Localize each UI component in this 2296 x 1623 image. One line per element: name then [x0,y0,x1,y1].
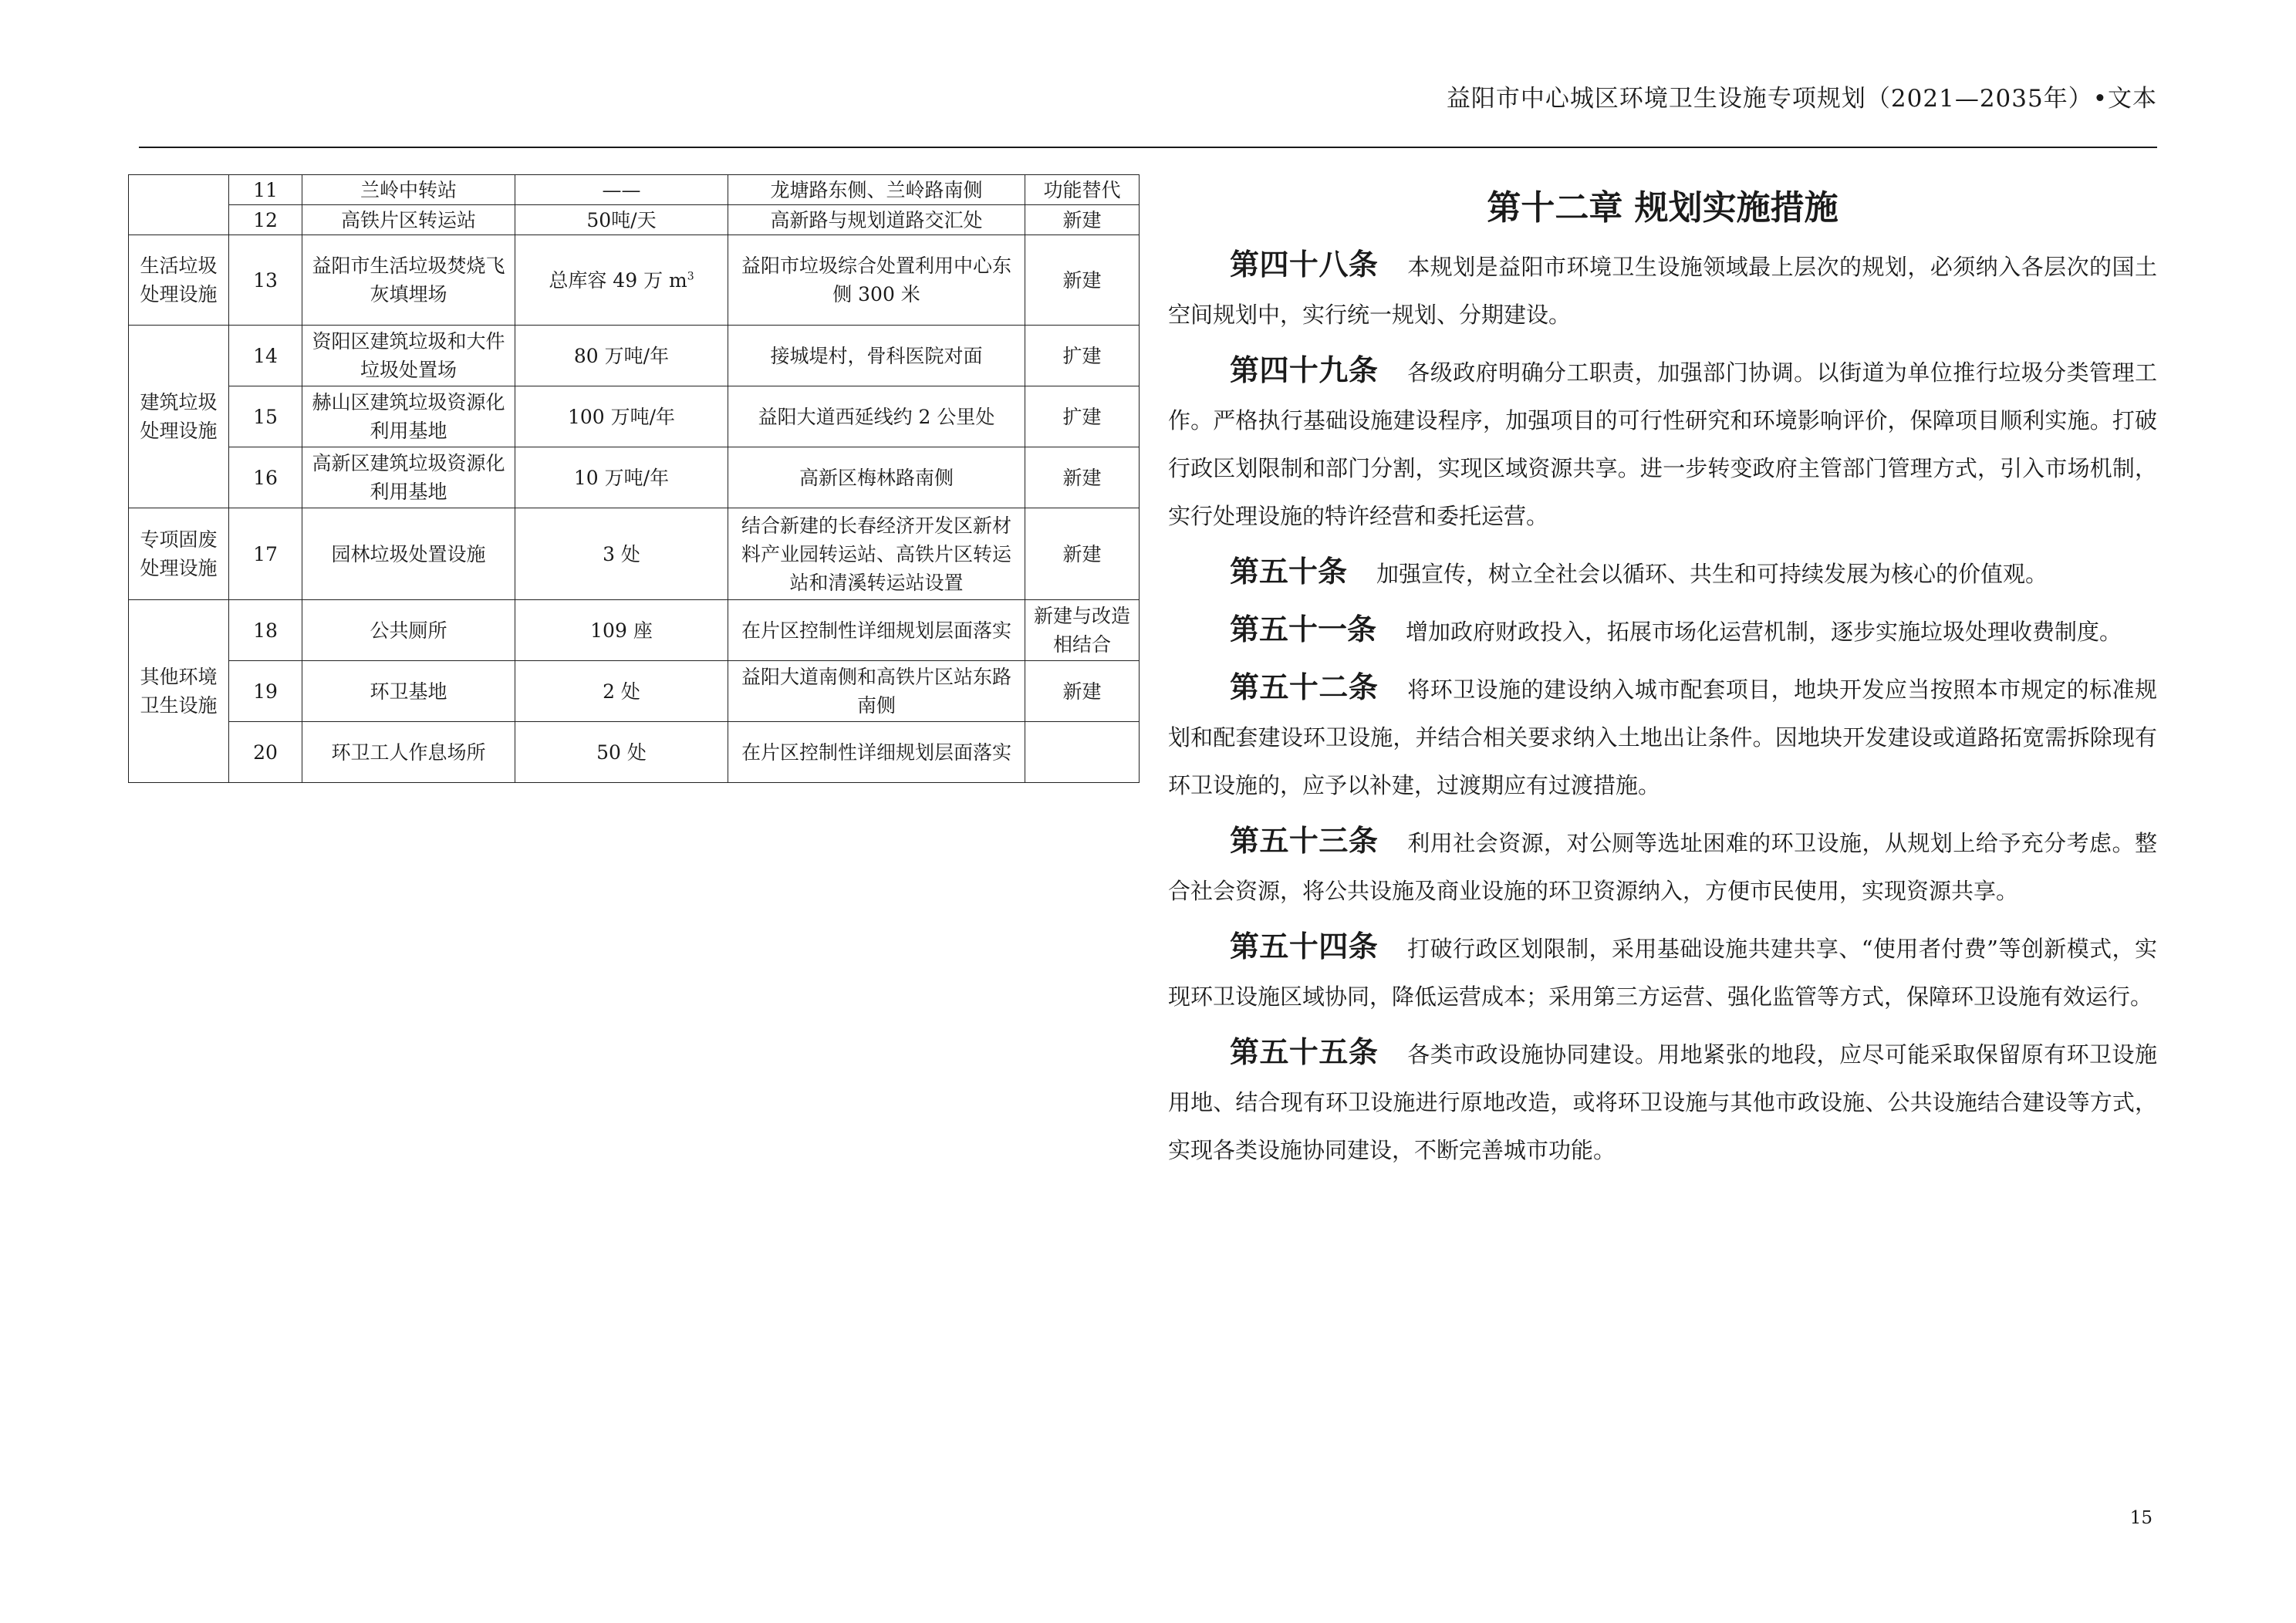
article [1168,817,2157,915]
scale-cell: —— [515,175,728,205]
scale-cell: 3 处 [515,508,728,600]
nature-cell: 新建与改造相结合 [1025,600,1140,661]
table-row [129,205,1140,235]
no-cell: 11 [229,175,302,205]
name-cell: 环卫工人作息场所 [302,722,515,783]
table-row [129,235,1140,326]
name-cell: 赫山区建筑垃圾资源化利用基地 [302,386,515,447]
nature-cell: 新建 [1025,235,1140,326]
scale-cell: 80 万吨/年 [515,326,728,386]
table-row [129,508,1140,600]
category-cell: 其他环境卫生设施 [129,600,229,783]
chapter-title: 第十二章 规划实施措施 [1487,188,1838,228]
table-row [129,600,1140,661]
nature-cell: 新建 [1025,447,1140,508]
article-text: 增加政府财政投入，拓展市场化运营机制，逐步实施垃圾处理收费制度。 [1406,619,2122,645]
scale-cell: 109 座 [515,600,728,661]
name-cell: 高铁片区转运站 [302,205,515,235]
no-cell: 13 [229,235,302,326]
no-cell: 19 [229,661,302,722]
article [1168,346,2157,540]
article-label: 第四十九条 [1230,353,1379,387]
no-cell: 17 [229,508,302,600]
location-cell: 龙塘路东侧、兰岭路南侧 [728,175,1025,205]
page-number: 15 [2129,1508,2152,1528]
name-cell: 资阳区建筑垃圾和大件垃圾处置场 [302,326,515,386]
nature-cell [1025,722,1140,783]
no-cell: 15 [229,386,302,447]
table-row [129,386,1140,447]
facilities-table [128,174,1140,783]
article-text: 各类市政设施协同建设。用地紧张的地段，应尽可能采取保留原有环卫设施用地、结合现有环卫设施进行原地改造，或将环卫设施与其他市政设施、公共设施结合建设等方式，实现各类设施协同建设，不断完善城市功能。 [1168,1041,2157,1163]
no-cell: 18 [229,600,302,661]
no-cell: 16 [229,447,302,508]
article [1168,1028,2157,1174]
document-header-title: 益阳市中心城区环境卫生设施专项规划（2021—2035年）•文本 [1446,85,2157,113]
name-cell: 环卫基地 [302,661,515,722]
location-cell: 高新路与规划道路交汇处 [728,205,1025,235]
article-text: 将环卫设施的建设纳入城市配套项目，地块开发应当按照本市规定的标准规划和配套建设环卫设施，并结合相关要求纳入土地出让条件。因地块开发建设或道路拓宽需拆除现有环卫设施的，应予以补建，过渡期应有过渡措施。 [1168,677,2157,798]
nature-cell: 功能替代 [1025,175,1140,205]
name-cell: 益阳市生活垃圾焚烧飞灰填埋场 [302,235,515,326]
article [1168,241,2157,339]
category-cell: 专项固废处理设施 [129,508,229,600]
table-row [129,447,1140,508]
article [1168,663,2157,809]
location-cell: 益阳大道西延线约 2 公里处 [728,386,1025,447]
article-label: 第五十二条 [1230,670,1379,704]
scale-cell: 总库容 49 万 $m^3$ [515,235,728,326]
article-text: 各级政府明确分工职责，加强部门协调。以街道为单位推行垃圾分类管理工作。严格执行基础设施建设程序，加强项目的可行性研究和环境影响评价，保障项目顺利实施。打破行政区划限制和部门分割，实现区域资源共享。进一步转变政府主管部门管理方式，引入市场机制，实行处理设施的特许经营和委托运营。 [1168,359,2157,529]
name-cell: 园林垃圾处置设施 [302,508,515,600]
name-cell: 公共厕所 [302,600,515,661]
category-cell [129,175,229,235]
no-cell: 12 [229,205,302,235]
name-cell: 兰岭中转站 [302,175,515,205]
table-row [129,326,1140,386]
article-text: 加强宣传，树立全社会以循环、共生和可持续发展为核心的价值观。 [1376,561,2048,587]
table-row [129,722,1140,783]
nature-cell: 扩建 [1025,326,1140,386]
article-label: 第五十四条 [1230,930,1379,963]
article-label: 第四十八条 [1230,248,1379,282]
table-row [129,175,1140,205]
article [1168,548,2157,598]
category-cell: 生活垃圾处理设施 [129,235,229,326]
location-cell: 结合新建的长春经济开发区新材料产业园转运站、高铁片区转运站和清溪转运站设置 [728,508,1025,600]
category-cell: 建筑垃圾处理设施 [129,326,229,508]
no-cell: 20 [229,722,302,783]
scale-cell: 100 万吨/年 [515,386,728,447]
chapter-section [1168,174,2157,1182]
article [1168,606,2157,656]
article-text: 利用社会资源，对公厕等选址困难的环卫设施，从规划上给予充分考虑。整合社会资源，将公共设施及商业设施的环卫资源纳入，方便市民使用，实现资源共享。 [1168,830,2157,904]
location-cell: 在片区控制性详细规划层面落实 [728,600,1025,661]
header-rule [139,147,2157,148]
article-label: 第五十一条 [1230,612,1377,646]
location-cell: 高新区梅林路南侧 [728,447,1025,508]
article [1168,923,2157,1021]
article-label: 第五十三条 [1230,824,1379,858]
scale-cell: 50吨/天 [515,205,728,235]
name-cell: 高新区建筑垃圾资源化利用基地 [302,447,515,508]
scale-cell: 2 处 [515,661,728,722]
article-label: 第五十五条 [1230,1035,1379,1069]
scale-cell: 10 万吨/年 [515,447,728,508]
article-text: 本规划是益阳市环境卫生设施领域最上层次的规划，必须纳入各层次的国土空间规划中，实行统一规划、分期建设。 [1168,254,2157,328]
location-cell: 接城堤村，骨科医院对面 [728,326,1025,386]
nature-cell: 新建 [1025,661,1140,722]
nature-cell: 扩建 [1025,386,1140,447]
table-row [129,661,1140,722]
nature-cell: 新建 [1025,205,1140,235]
nature-cell: 新建 [1025,508,1140,600]
no-cell: 14 [229,326,302,386]
article-label: 第五十条 [1230,555,1348,589]
scale-cell: 50 处 [515,722,728,783]
location-cell: 在片区控制性详细规划层面落实 [728,722,1025,783]
location-cell: 益阳大道南侧和高铁片区站东路南侧 [728,661,1025,722]
location-cell: 益阳市垃圾综合处置利用中心东侧 300 米 [728,235,1025,326]
article-text: 打破行政区划限制，采用基础设施共建共享、“使用者付费”等创新模式，实现环卫设施区域协同，降低运营成本；采用第三方运营、强化监管等方式，保障环卫设施有效运行。 [1168,936,2157,1010]
